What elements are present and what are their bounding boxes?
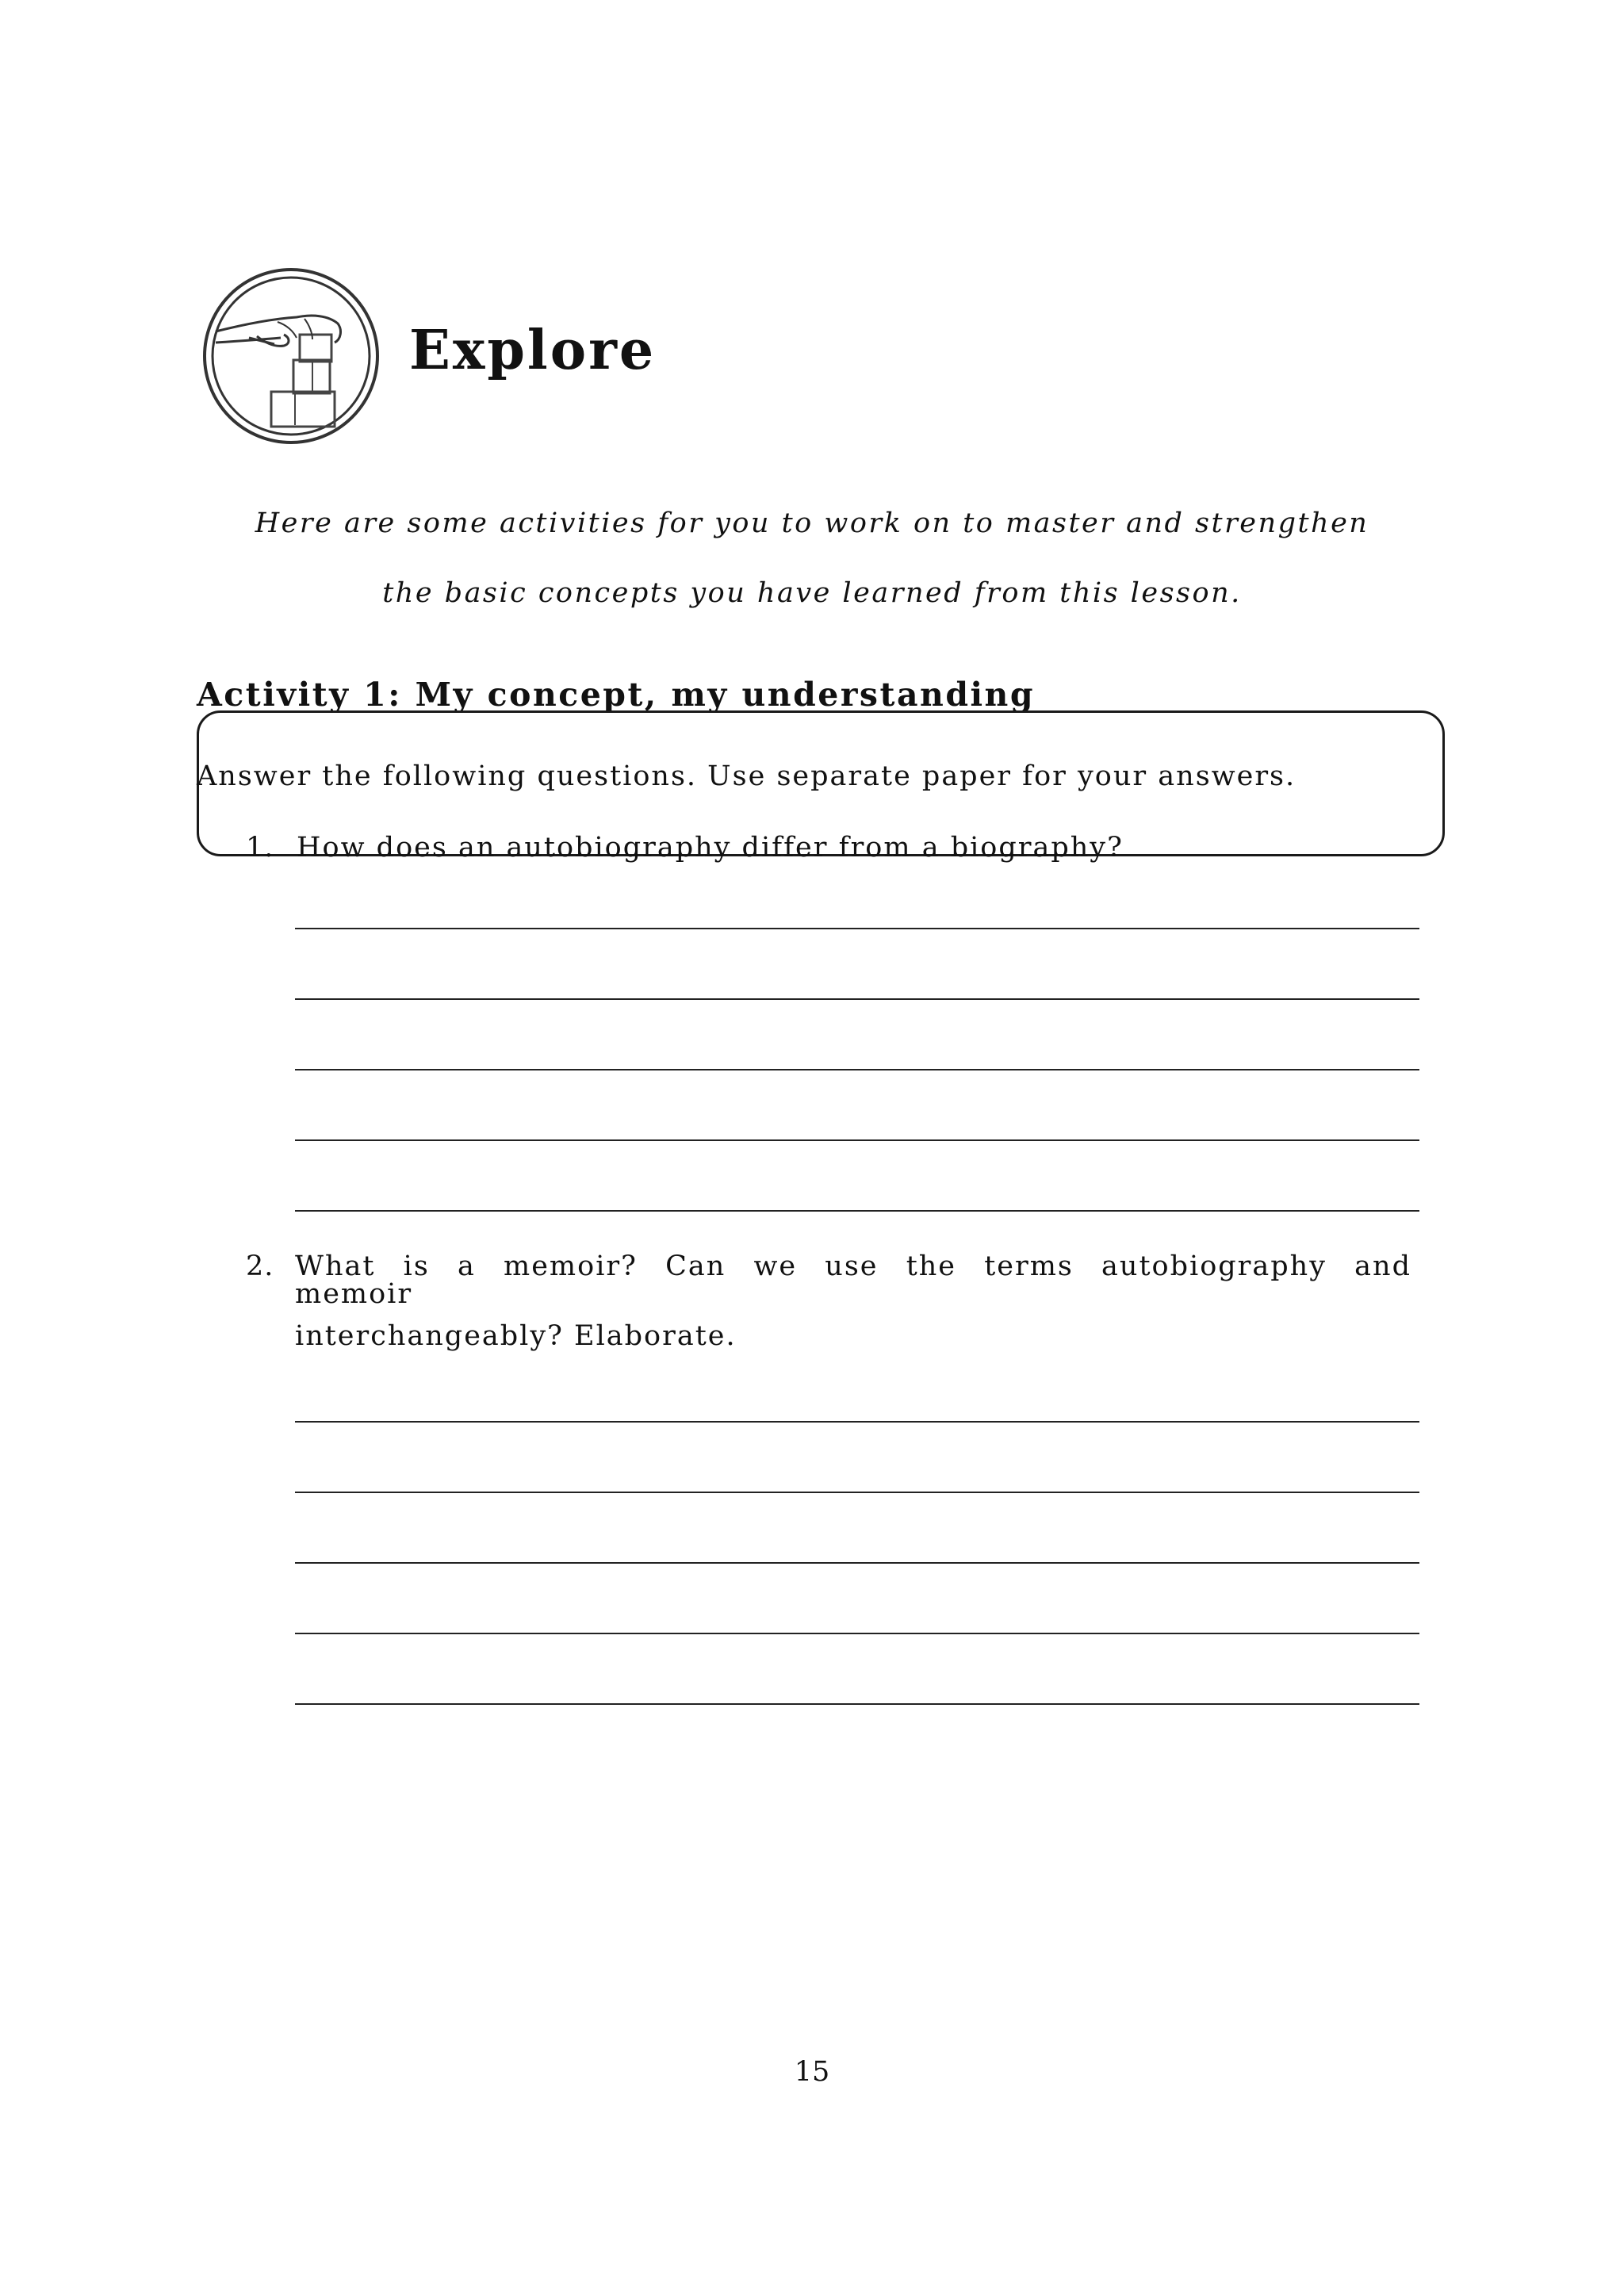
answer-line-q1-1[interactable] [295, 928, 1419, 929]
intro-line-1: Here are some activities for you to work on to master and strengthen [255, 507, 1369, 539]
instruction-text: Answer the following questions. Use separate paper for your answers. [197, 760, 1297, 792]
question-2-number: 2. [246, 1250, 274, 1282]
activity-title: Activity 1: My concept, my understanding [197, 676, 1036, 714]
question-1-text: How does an autobiography differ from a biography? [297, 832, 1124, 864]
hand-with-blocks-icon [201, 266, 381, 446]
answer-line-q2-2[interactable] [295, 1492, 1419, 1493]
intro-line-2: the basic concepts you have learned from this lesson. [382, 577, 1242, 609]
answer-line-q2-4[interactable] [295, 1633, 1419, 1634]
question-2-text-line-2: interchangeably? Elaborate. [295, 1320, 737, 1352]
answer-line-q2-3[interactable] [295, 1562, 1419, 1564]
answer-line-q2-5[interactable] [295, 1703, 1419, 1705]
answer-line-q1-5[interactable] [295, 1210, 1419, 1212]
question-2-text-line-1: What is a memoir? Can we use the terms autobiography and memoir [295, 1250, 1411, 1310]
question-1-number: 1. [246, 832, 274, 864]
answer-line-q1-3[interactable] [295, 1069, 1419, 1070]
section-title: Explore [409, 319, 657, 382]
answer-line-q1-4[interactable] [295, 1139, 1419, 1141]
page-number: 15 [794, 2056, 830, 2088]
answer-line-q1-2[interactable] [295, 998, 1419, 1000]
answer-line-q2-1[interactable] [295, 1421, 1419, 1423]
